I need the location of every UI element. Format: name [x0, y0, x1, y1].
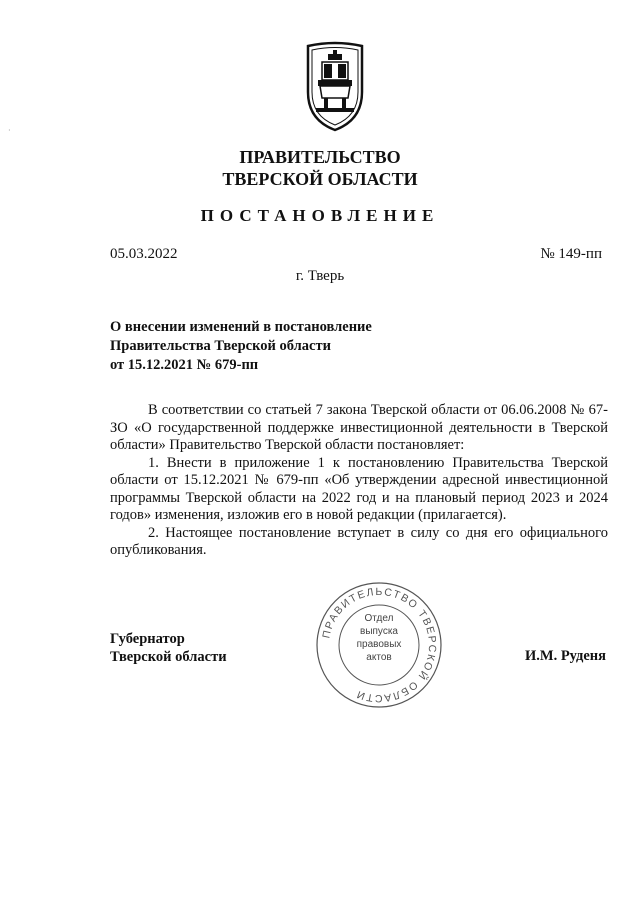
margin-mark: ·: [8, 126, 11, 135]
stamp-inner-line-4: актов: [366, 652, 392, 663]
signatory-name: И.М. Руденя: [524, 648, 606, 664]
issuer-line-1: ПРАВИТЕЛЬСТВО: [239, 147, 401, 167]
document-body: [110, 402, 608, 560]
body-item-1: 1. Внести в приложение 1 к постановлению Правительства Тверской области от 15.12.2021 № 679-пп «Об утверждении адресной инвестиционной программы Тверской области на 2022 год и на плановый период 2023 и 2024 годов» изменения, изложив его в новой редакции (прилагается).: [110, 454, 608, 523]
signatory-title: [110, 630, 227, 666]
document-city: г. Тверь: [295, 268, 345, 284]
coat-of-arms-icon: [302, 40, 368, 132]
stamp-ring-text: ПРАВИТЕЛЬСТВО ТВЕРСКОЙ ОБЛАСТИ: [320, 585, 439, 705]
stamp-inner-line-2: выпуска: [360, 626, 398, 637]
body-item-2: 2. Настоящее постановление вступает в силу со дня его официального опубликования.: [110, 524, 608, 558]
stamp-inner-line-3: правовых: [356, 639, 402, 650]
subject-line-2: Правительства Тверской области: [110, 338, 331, 354]
document-date: 05.03.2022: [110, 246, 178, 262]
document-subject: [110, 318, 372, 375]
stamp-inner-line-1: Отдел: [364, 613, 394, 624]
signatory-title-line-1: Губернатор: [110, 631, 185, 647]
body-intro-paragraph: В соответствии со статьей 7 закона Тверской области от 06.06.2008 № 67-ЗО «О государственной поддержке инвестиционной деятельности в Тверской области» Правительство Тверской области постановляет:: [110, 402, 608, 453]
stamp-inner-text: [354, 612, 404, 664]
signatory-title-line-2: Тверской области: [110, 649, 227, 665]
subject-line-3: от 15.12.2021 № 679-пп: [110, 357, 259, 373]
document-number: № 149-пп: [540, 246, 602, 262]
issuer-line-2: ТВЕРСКОЙ ОБЛАСТИ: [222, 169, 418, 189]
document-type: ПОСТАНОВЛЕНИЕ: [200, 206, 440, 225]
subject-line-1: О внесении изменений в постановление: [110, 319, 372, 335]
issuer-title: [0, 146, 640, 190]
